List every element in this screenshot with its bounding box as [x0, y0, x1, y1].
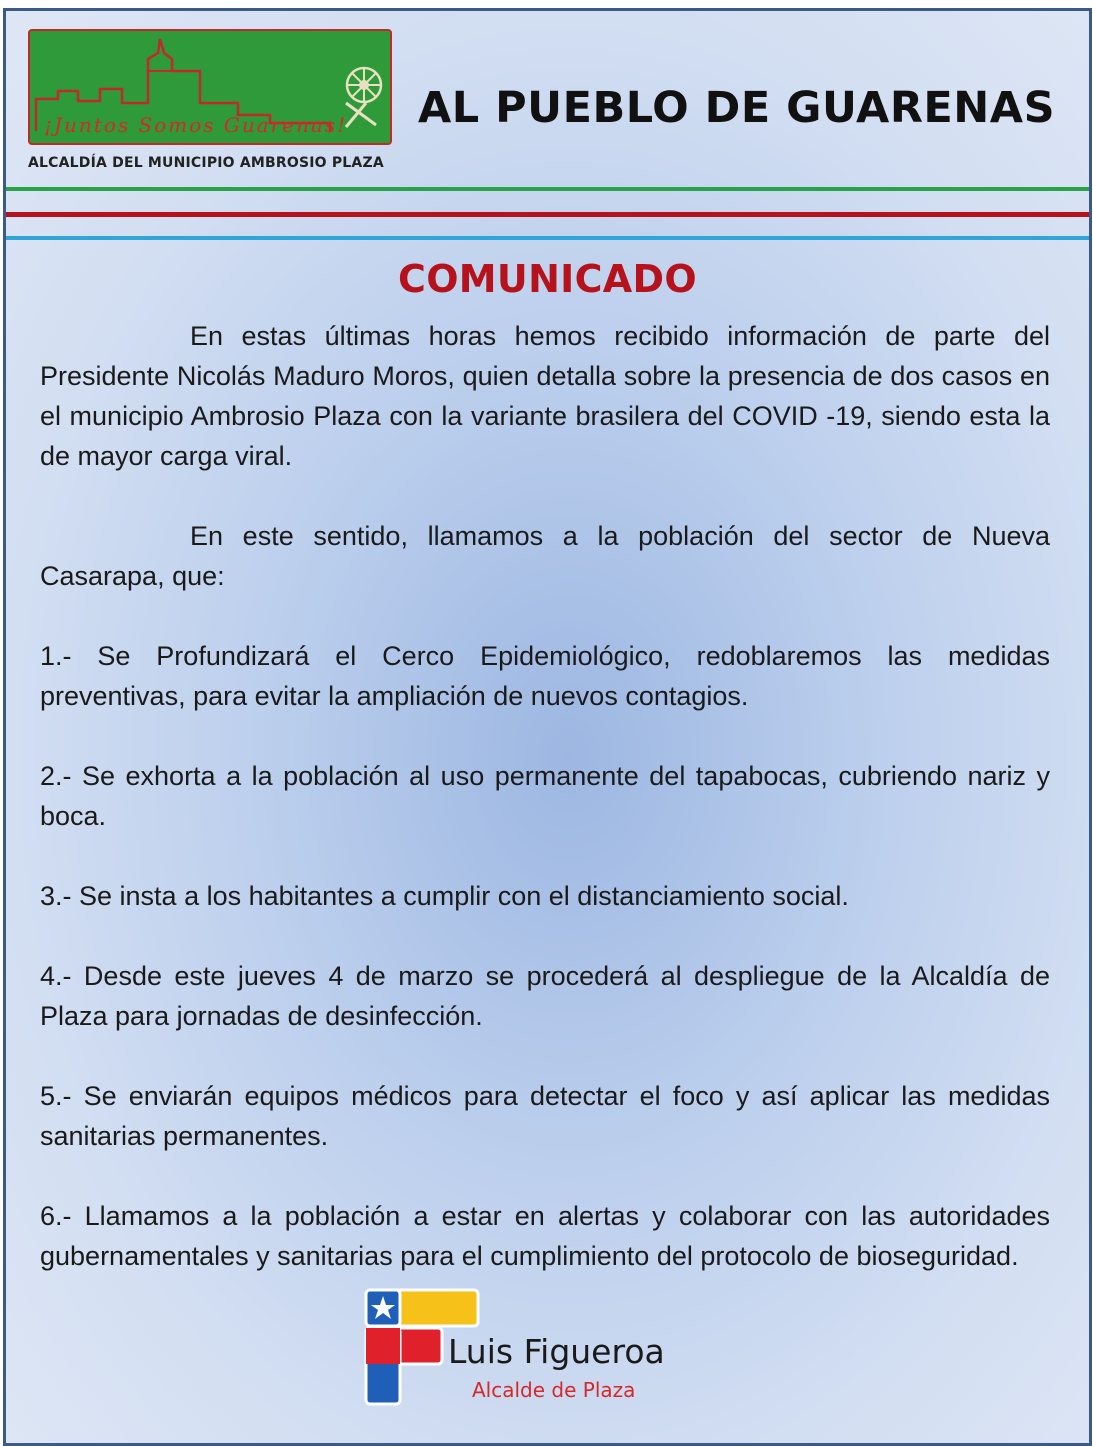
divider-green [6, 187, 1089, 191]
list-item: 1.- Se Profundizará el Cerco Epidemiológico, redoblaremos las medidas preventivas, para evitar la ampliación de nuevos contagios. [40, 641, 1050, 711]
list-item: 5.- Se enviarán equipos médicos para detectar el foco y así aplicar las medidas sanitarias permanentes. [40, 1081, 1050, 1151]
document-title: COMUNICADO [398, 257, 697, 301]
list-item: 3.- Se insta a los habitantes a cumplir con el distanciamiento social. [40, 881, 849, 911]
divider-red [6, 212, 1089, 217]
call-paragraph: En este sentido, llamamos a la población del sector de Nueva Casarapa, que: [40, 521, 1050, 591]
list-item: 2.- Se exhorta a la población al uso permanente del tapabocas, cubriendo nariz y boca. [40, 761, 1050, 831]
document-body [40, 316, 1050, 1276]
alcaldia-logo [28, 29, 392, 145]
intro-paragraph: En estas últimas horas hemos recibido información de parte del Presidente Nicolás Maduro Moros, quien detalla sobre la presencia de dos casos en el municipio Ambrosio Plaza con la variante brasilera del COVID -19, siendo esta la de mayor carga viral. [40, 321, 1050, 471]
list-item: 4.- Desde este jueves 4 de marzo se procederá al despliegue de la Alcaldía de Plaza para jornadas de desinfección. [40, 961, 1050, 1031]
logo-caption: ALCALDÍA DEL MUNICIPIO AMBROSIO PLAZA [28, 155, 384, 171]
page-headline: AL PUEBLO DE GUARENAS [418, 83, 1056, 133]
document-frame [3, 8, 1092, 1446]
list-item: 6.- Llamamos a la población a estar en alertas y colaborar con las autoridades gubernamentales y sanitarias para el cumplimiento del protocolo de bioseguridad. [40, 1201, 1050, 1271]
divider-blue [6, 236, 1089, 240]
mayor-role: Alcalde de Plaza [472, 1378, 636, 1402]
logo-tagline: ¡Juntos Somos Guarenas! [44, 113, 348, 137]
mayor-signature-logo [362, 1288, 702, 1406]
mayor-name: Luis Figueroa [448, 1332, 665, 1371]
